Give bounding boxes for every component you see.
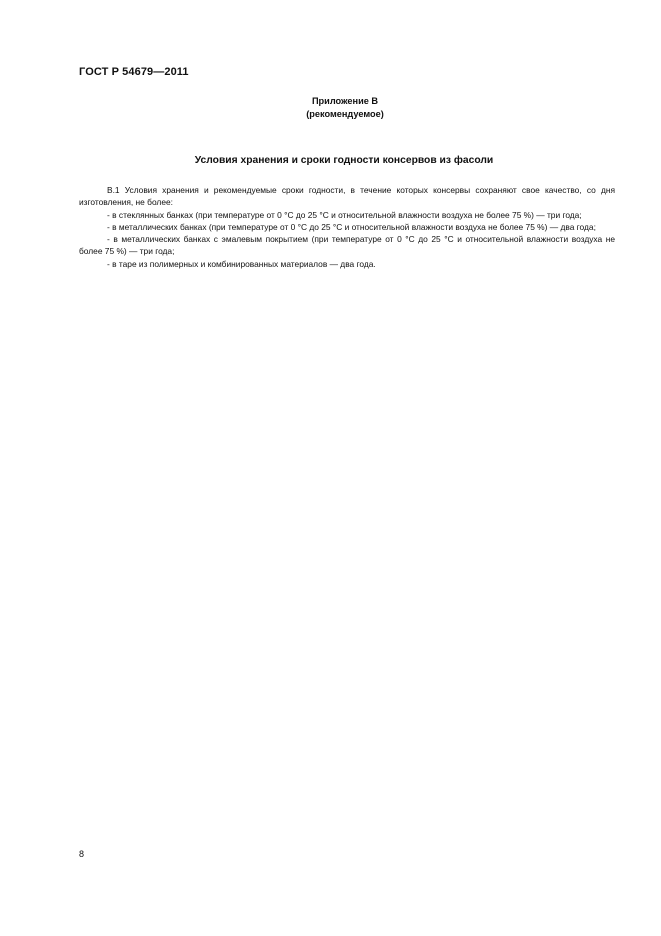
list-item: - в таре из полимерных и комбинированных материалов — два года. <box>107 258 376 269</box>
list-item: - в стеклянных банках (при температуре от 0 °С до 25 °С и относительной влажности воздуха не более 75 %) — три года; <box>107 209 582 220</box>
document-body <box>79 184 615 270</box>
section-title: Условия хранения и сроки годности консервов из фасоли <box>194 155 494 166</box>
page-number: 8 <box>79 849 85 859</box>
list-item: - в металлических банках (при температуре от 0 °С до 25 °С и относительной влажности воздуха не более 75 %) — два года; <box>107 221 596 232</box>
standard-code: ГОСТ Р 54679—2011 <box>79 66 189 78</box>
appendix-type: (рекомендуемое) <box>306 109 384 119</box>
list-item: - в металлических банках с эмалевым покрытием (при температуре от 0 °С до 25 °С и относительной влажности воздуха не более 75 %) — три года; <box>79 234 615 257</box>
appendix-title: Приложение В <box>311 96 379 106</box>
intro-paragraph: В.1 Условия хранения и рекомендуемые сроки годности, в течение которых консервы сохраняют свое качество, со дня изготовления, не более: <box>79 185 615 208</box>
